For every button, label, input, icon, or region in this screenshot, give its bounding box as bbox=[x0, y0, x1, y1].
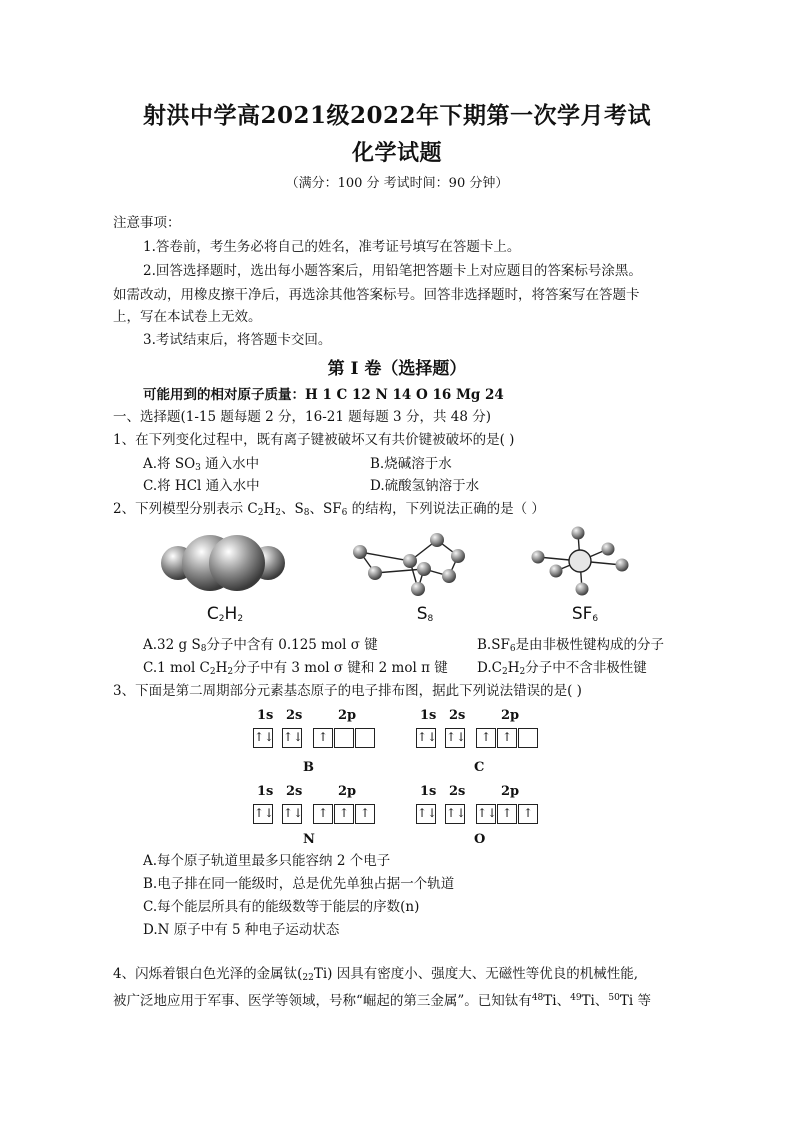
q2-option-b: $B.SF_6$是由非极性键构成的分子 bbox=[477, 637, 665, 654]
notes-heading: 注意事项： bbox=[113, 215, 181, 231]
element-o-label: O bbox=[474, 832, 486, 847]
label-s8: $S_8$ bbox=[416, 604, 434, 624]
q2-option-d: $D.C_2H_2$分子中不含非极性键 bbox=[477, 660, 647, 677]
element-c-label: C bbox=[474, 760, 485, 775]
note-item-2c: 上，写在本试卷上无效。 bbox=[113, 309, 262, 325]
q4-line-2: 被广泛地应用于军事、医学等领域，号称“崛起的第三金属”。已知钛有$^{48}$Ti、$^{49}$Ti、$^{50}$Ti 等 bbox=[113, 993, 651, 1009]
exam-page: 射洪中学高2021级2022年下期第一次学月考试 化学试题 （满分：100 分 考试时间：90 分钟） 注意事项： 1.答卷前，考生务必将自己的姓名，准考证号填写在答题卡上。 2.回答选择题时，选出每小题答案后，用铅笔把答题卡上对应题目的答案标号涂黑。 如需改动，用橡皮擦干净后，再选涂其他答案标号。回答非选择题时，将答案写在答题卡 上，写在本试卷上无效。 3.考试结束后，将答题卡交回。 第 I 卷（选择题） 可能用到的相对原子质量：H 1 C 12 N 14 O 16 Mg 24 一、选择题(1-15 题每题 2 分，16-21 题每题 3 分，共 48 分) 1、在下列变化过程中，既有离子键被破坏又有共价键被破坏的是( ) A.将 $SO_3$ 通入水中 B.烧碱溶于水 C.将 HCl 通入水中 D.硫酸氢钠溶于水 2、下列模型分别表示 $C_2H_2$、$S_8$、$SF_6$ 的结构，下列说法正确的是（ ） $C_2H_2$ $S_8$ $SF_6$ A.32 g $S_8$分子中含有 0.125 mol σ 键 $B.SF_6$是由非极性键构成的分子 C.1 mol $C_2H_2$分子中有 3 mol σ 键和 2 mol π 键 $D.C_2H_2$分子中不含非极性键 3、下面是第二周期部分元素基态原子的电子排布图，据此下列说法错误的是( ) 1s 2s 2p ↑↓ ↑↓ ↑ B 1s 2s 2p ↑↓ ↑↓ ↑ ↑ C 1s 2s 2p ↑↓ ↑↓ ↑ ↑ ↑ N 1s 2s 2p ↑↓ ↑↓ ↑↓ ↑ ↑ O A.每个原子轨道里最多只能容纳 2 个电子 B.电子排在同一能级时，总是优先单独占据一个轨道 C.每个能层所具有的能级数等于能层的序数(n) D.N 原子中有 5 种电子运动状态 4、闪烁着银白色光泽的金属钛$(_{22}Ti)$ 因具有密度小、强度大、无磁性等优良的机械性能, 被广泛地应用于军事、医学等领域，号称“崛起的第三金属”。已知钛有$^{48}$Ti、$^{49}$Ti、$^{50}$Ti 等 bbox=[0, 0, 794, 1123]
q3-option-c: C.每个能层所具有的能级数等于能层的序数(n) bbox=[143, 899, 420, 915]
note-item-2a: 2.回答选择题时，选出每小题答案后，用铅笔把答题卡上对应题目的答案标号涂黑。 bbox=[143, 263, 642, 279]
exam-title: 射洪中学高2021级2022年下期第一次学月考试 bbox=[142, 102, 652, 129]
q1-option-d: D.硫酸氢钠溶于水 bbox=[370, 478, 480, 494]
element-b-label: B bbox=[303, 760, 314, 775]
q1-option-a: A.将 $SO_3$ 通入水中 bbox=[143, 456, 260, 473]
q2-option-a: A.32 g $S_8$分子中含有 0.125 mol σ 键 bbox=[143, 637, 378, 654]
c2h2-model bbox=[161, 535, 285, 591]
sf6-model bbox=[532, 527, 629, 596]
q3-stem: 3、下面是第二周期部分元素基态原子的电子排布图，据此下列说法错误的是( ) bbox=[113, 683, 582, 699]
exam-subtitle: 化学试题 bbox=[351, 140, 442, 166]
section-title: 第 I 卷（选择题） bbox=[327, 359, 467, 379]
element-n-label: N bbox=[303, 832, 315, 847]
q1-option-c: C.将 HCl 通入水中 bbox=[143, 478, 260, 494]
note-item-3: 3.考试结束后，将答题卡交回。 bbox=[143, 332, 332, 348]
note-item-2b: 如需改动，用橡皮擦干净后，再选涂其他答案标号。回答非选择题时，将答案写在答题卡 bbox=[113, 287, 640, 303]
q4-line-1: 4、闪烁着银白色光泽的金属钛$(_{22}Ti)$ 因具有密度小、强度大、无磁性等优良的机械性能, bbox=[113, 966, 638, 983]
s8-model bbox=[353, 533, 465, 596]
q2-option-c: C.1 mol $C_2H_2$分子中有 3 mol σ 键和 2 mol π 键 bbox=[143, 660, 448, 677]
section-instructions: 一、选择题(1-15 题每题 2 分，16-21 题每题 3 分，共 48 分) bbox=[113, 409, 491, 425]
label-c2h2: $C_2H_2$ bbox=[206, 604, 244, 624]
q3-option-a: A.每个原子轨道里最多只能容纳 2 个电子 bbox=[143, 853, 391, 869]
q1-stem: 1、在下列变化过程中，既有离子键被破坏又有共价键被破坏的是( ) bbox=[113, 432, 515, 448]
atomic-masses: 可能用到的相对原子质量：H 1 C 12 N 14 O 16 Mg 24 bbox=[143, 387, 504, 403]
q2-stem: 2、下列模型分别表示 $C_2H_2$、$S_8$、$SF_6$ 的结构，下列说法正确的是（ ） bbox=[113, 501, 545, 518]
q3-option-b: B.电子排在同一能级时，总是优先单独占据一个轨道 bbox=[143, 876, 455, 892]
q3-option-d: D.N 原子中有 5 种电子运动状态 bbox=[143, 922, 340, 938]
note-item-1: 1.答卷前，考生务必将自己的姓名，准考证号填写在答题卡上。 bbox=[143, 239, 521, 255]
exam-meta: （满分：100 分 考试时间：90 分钟） bbox=[285, 176, 509, 191]
label-sf6: $SF_6$ bbox=[571, 604, 599, 624]
q1-option-b: B.烧碱溶于水 bbox=[370, 456, 452, 472]
